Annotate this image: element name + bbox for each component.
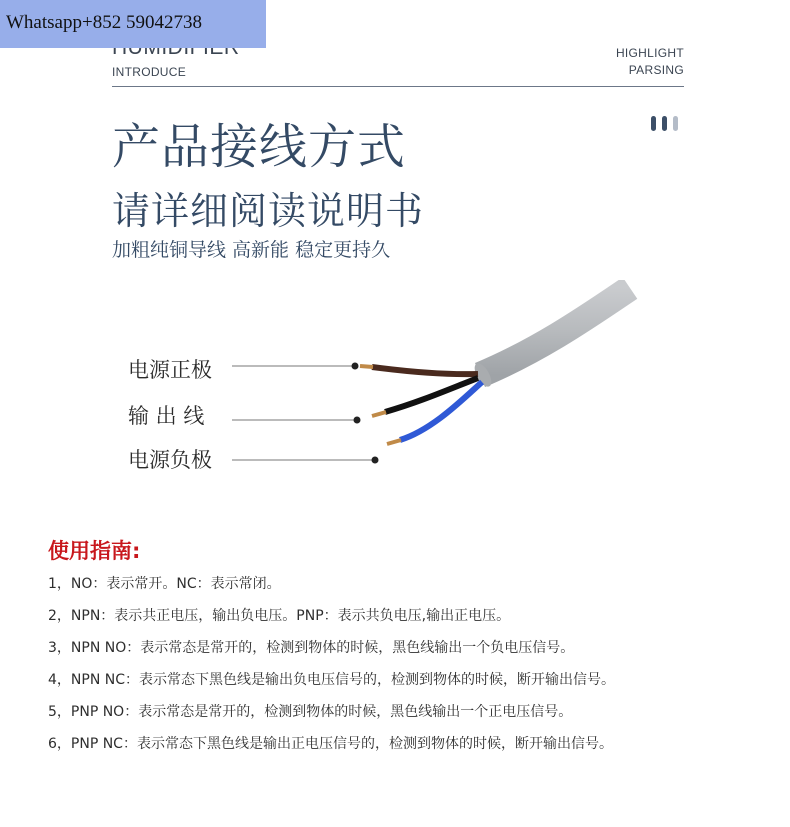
main-title: 产品接线方式 [112, 119, 407, 175]
introduce-label: INTRODUCE [112, 65, 187, 79]
guide-item: 5，PNP NO：表示常态是常开的，检测到物体的时候，黑色线输出一个正电压信号。 [48, 704, 573, 720]
bar-dark-1 [651, 116, 656, 131]
guide-item: 3，NPN NO：表示常态是常开的，检测到物体的时候，黑色线输出一个负电压信号。 [48, 640, 575, 656]
label-positive: 电源正极 [128, 358, 212, 382]
header-divider [112, 86, 684, 87]
contact-badge: Whatsapp+852 59042738 [0, 0, 266, 48]
cable-jacket [480, 288, 630, 375]
wire-tip-brown [360, 366, 373, 367]
guide-item: 4，NPN NC：表示常态下黑色线是输出负电压信号的，检测到物体的时候，断开输出信号。 [48, 672, 615, 688]
label-negative: 电源负极 [128, 448, 212, 472]
wire-tip-black [372, 412, 386, 416]
parsing-label: PARSING [628, 63, 684, 77]
wiring-diagram [0, 280, 790, 500]
leader-dot-output [354, 417, 361, 424]
guide-item: 6，PNP NC：表示常态下黑色线是输出正电压信号的，检测到物体的时候，断开输出信号。 [48, 736, 613, 752]
bar-light [673, 116, 678, 131]
bar-dark-2 [662, 116, 667, 131]
guide-title: 使用指南: [48, 539, 141, 563]
guide-item: 2，NPN：表示共正电压，输出负电压。PNP：表示共负电压,输出正电压。 [48, 608, 511, 624]
tagline: 加粗纯铜导线 高新能 稳定更持久 [112, 239, 391, 261]
wire-brown [372, 367, 478, 374]
guide-item: 1，NO：表示常开。NC：表示常闭。 [48, 576, 281, 592]
highlight-label: HIGHLIGHT [615, 46, 684, 60]
guide-list [48, 573, 615, 765]
wire-tip-blue [387, 440, 401, 444]
sub-title: 请详细阅读说明书 [112, 189, 425, 233]
label-output: 输 出 线 [128, 404, 205, 428]
leader-dot-negative [372, 457, 379, 464]
leader-dot-positive [352, 363, 359, 370]
